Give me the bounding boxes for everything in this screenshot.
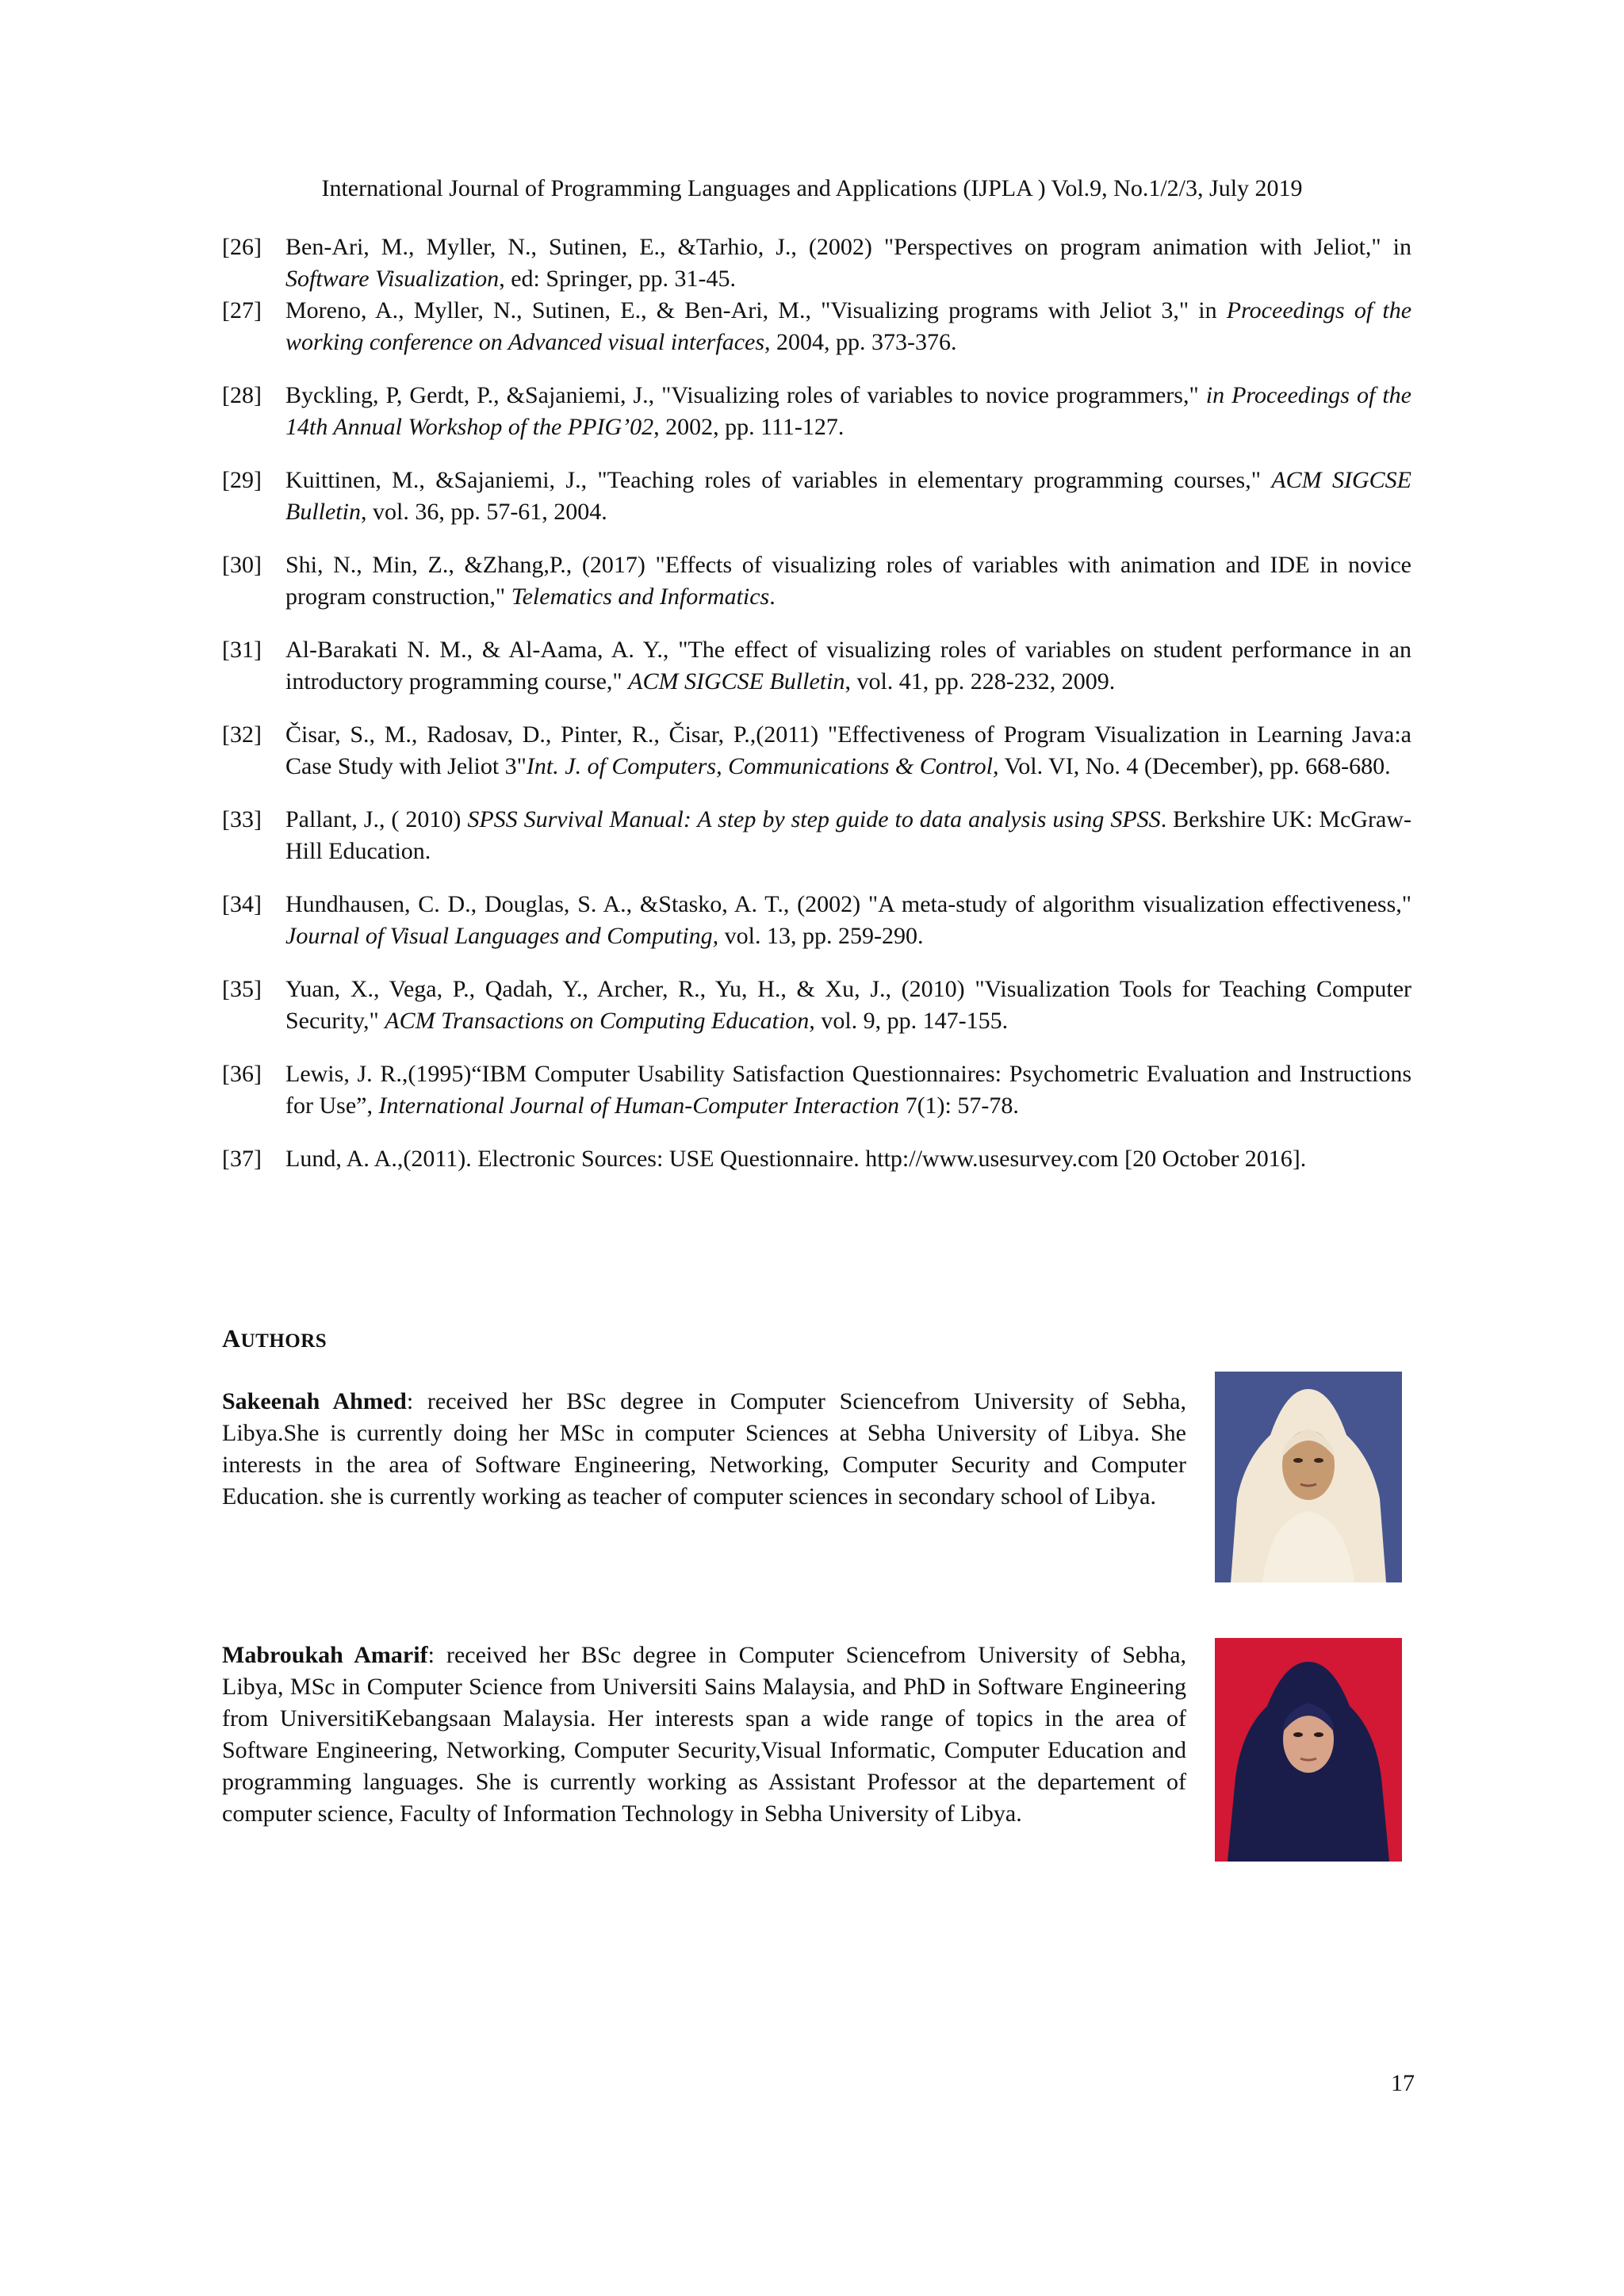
- reference-details: , vol. 36, pp. 57-61, 2004.: [360, 499, 607, 525]
- reference-source: ACM SIGCSE Bulletin: [285, 467, 1411, 525]
- reference-details: vol. 13, pp. 259-290.: [718, 923, 924, 949]
- reference-number: [26]: [222, 234, 262, 260]
- reference-number: [28]: [222, 382, 262, 408]
- reference-source: in Proceedings of the 14th Annual Workshop of the PPIG’02: [285, 382, 1411, 440]
- reference-number: [36]: [222, 1061, 262, 1087]
- reference-number: [29]: [222, 467, 262, 493]
- reference-source: Journal of Visual Languages and Computing,: [285, 923, 719, 949]
- reference-text: Pallant, J., ( 2010): [285, 806, 468, 832]
- reference-number: [27]: [222, 297, 262, 323]
- reference-source: ACM Transactions on Computing Education,: [385, 1008, 815, 1034]
- reference-text: Hundhausen, C. D., Douglas, S. A., &Stasko, A. T., (2002) "A meta-study of algorithm visualization effectiveness,": [285, 891, 1411, 917]
- reference-source: Software Visualization: [285, 266, 500, 292]
- reference-source: Proceedings of the working conference on Advanced visual interfaces: [285, 297, 1412, 355]
- reference-source: Int. J. of Computers, Communications & Control,: [526, 753, 999, 779]
- reference-text: Al-Barakati N. M., & Al-Aama, A. Y., "The effect of visualizing roles of variables on student performance in an introductory programming course,": [285, 637, 1411, 695]
- authors-heading-rest: UTHORS: [240, 1330, 327, 1352]
- reference-details: vol. 9, pp. 147-155.: [814, 1008, 1009, 1034]
- author-name: Sakeenah Ahmed: [222, 1388, 407, 1414]
- reference-number: [30]: [222, 552, 262, 578]
- reference-item: [222, 719, 1411, 783]
- reference-details: , 2004, pp. 373-376.: [764, 329, 957, 355]
- reference-details: .: [769, 584, 776, 610]
- author-bio: [222, 1640, 1186, 1830]
- reference-source: Telematics and Informatics: [511, 584, 770, 610]
- reference-item: [222, 232, 1411, 295]
- author-name: Mabroukah Amarif: [222, 1642, 428, 1668]
- reference-item: [222, 974, 1411, 1037]
- reference-item: [222, 889, 1411, 952]
- authors-heading-initial: A: [222, 1324, 241, 1353]
- reference-number: [33]: [222, 806, 262, 832]
- reference-item: [222, 1143, 1411, 1175]
- reference-details: , ed: Springer, pp. 31-45.: [499, 266, 736, 292]
- reference-number: [37]: [222, 1146, 262, 1172]
- reference-details: , 2002, pp. 111-127.: [653, 414, 845, 440]
- reference-text: Moreno, A., Myller, N., Sutinen, E., & Ben-Ari, M., "Visualizing programs with Jeliot 3," in: [285, 297, 1227, 323]
- reference-item: [222, 634, 1411, 698]
- reference-number: [34]: [222, 891, 262, 917]
- portrait-image: [1215, 1638, 1402, 1862]
- reference-source: International Journal of Human-Computer Interaction: [378, 1093, 900, 1119]
- page-number: 17: [1391, 2070, 1415, 2096]
- reference-source: ACM SIGCSE Bulletin: [628, 668, 845, 695]
- reference-details: , vol. 41, pp. 228-232, 2009.: [845, 668, 1116, 695]
- author-photo: [1215, 1372, 1402, 1582]
- reference-details: . Berkshire UK: McGraw-Hill Education.: [285, 806, 1411, 864]
- portrait-image: [1215, 1372, 1402, 1582]
- reference-item: [222, 380, 1411, 443]
- running-header: International Journal of Programming Languages and Applications (IJPLA ) Vol.9, No.1/2/3, July 2019: [321, 175, 1303, 201]
- reference-text: Ben-Ari, M., Myller, N., Sutinen, E., &Tarhio, J., (2002) "Perspectives on program animation with Jeliot," in: [285, 234, 1411, 260]
- reference-text: Lund, A. A.,(2011). Electronic Sources: USE Questionnaire. http://www.usesurvey.com [20 October 2016].: [285, 1146, 1307, 1172]
- reference-text: Shi, N., Min, Z., &Zhang,P., (2017) "Effects of visualizing roles of variables with animation and IDE in novice program construction,": [285, 552, 1411, 610]
- reference-source: SPSS Survival Manual: A step by step guide to data analysis using SPSS: [467, 806, 1161, 832]
- reference-text: Čisar, S., M., Radosav, D., Pinter, R., Čisar, P.,(2011) "Effectiveness of Program Visualization in Learning Java:a Case Study with Jeliot 3": [285, 721, 1411, 779]
- authors-heading: [222, 1322, 327, 1357]
- reference-item: [222, 295, 1411, 358]
- reference-item: [222, 804, 1411, 867]
- reference-text: Byckling, P, Gerdt, P., &Sajaniemi, J., "Visualizing roles of variables to novice programmers,": [285, 382, 1206, 408]
- author-bio: [222, 1386, 1186, 1513]
- reference-text: Kuittinen, M., &Sajaniemi, J., "Teaching roles of variables in elementary programming courses,": [285, 467, 1272, 493]
- reference-item: [222, 1058, 1411, 1122]
- author-bio-text: : received her BSc degree in Computer Sciencefrom University of Sebha, Libya, MSc in Computer Science from Universiti Sains Malaysia, and PhD in Software Engineering from UniversitiKebangsaan Malaysia. Her interests span a wide range of topics in the area of Software Engineering, Networking, Computer Security,Visual Informatic, Computer Education and programming languages. She is currently working as Assistant Professor at the departement of computer science, Faculty of Information Technology in Sebha University of Libya.: [222, 1642, 1187, 1827]
- reference-list: [222, 232, 1411, 1175]
- author-photo: [1215, 1638, 1402, 1862]
- reference-number: [35]: [222, 976, 262, 1002]
- reference-text: Lewis, J. R.,(1995)“IBM Computer Usability Satisfaction Questionnaires: Psychometric Evaluation and Instructions for Use”,: [285, 1061, 1411, 1119]
- reference-item: [222, 549, 1411, 613]
- author-bio-text: : received her BSc degree in Computer Sciencefrom University of Sebha, Libya.She is currently doing her MSc in computer Sciences at Sebha University of Libya. She interests in the area of Software Engineering, Networking, Computer Security and Computer Education. she is currently working as teacher of computer sciences in secondary school of Libya.: [222, 1388, 1187, 1510]
- reference-details: 7(1): 57-78.: [899, 1093, 1019, 1119]
- reference-text: Yuan, X., Vega, P., Qadah, Y., Archer, R., Yu, H., & Xu, J., (2010) "Visualization Tools for Teaching Computer Security,": [285, 976, 1411, 1034]
- reference-number: [32]: [222, 721, 262, 748]
- reference-number: [31]: [222, 637, 262, 663]
- reference-details: Vol. VI, No. 4 (December), pp. 668-680.: [998, 753, 1391, 779]
- reference-item: [222, 465, 1411, 528]
